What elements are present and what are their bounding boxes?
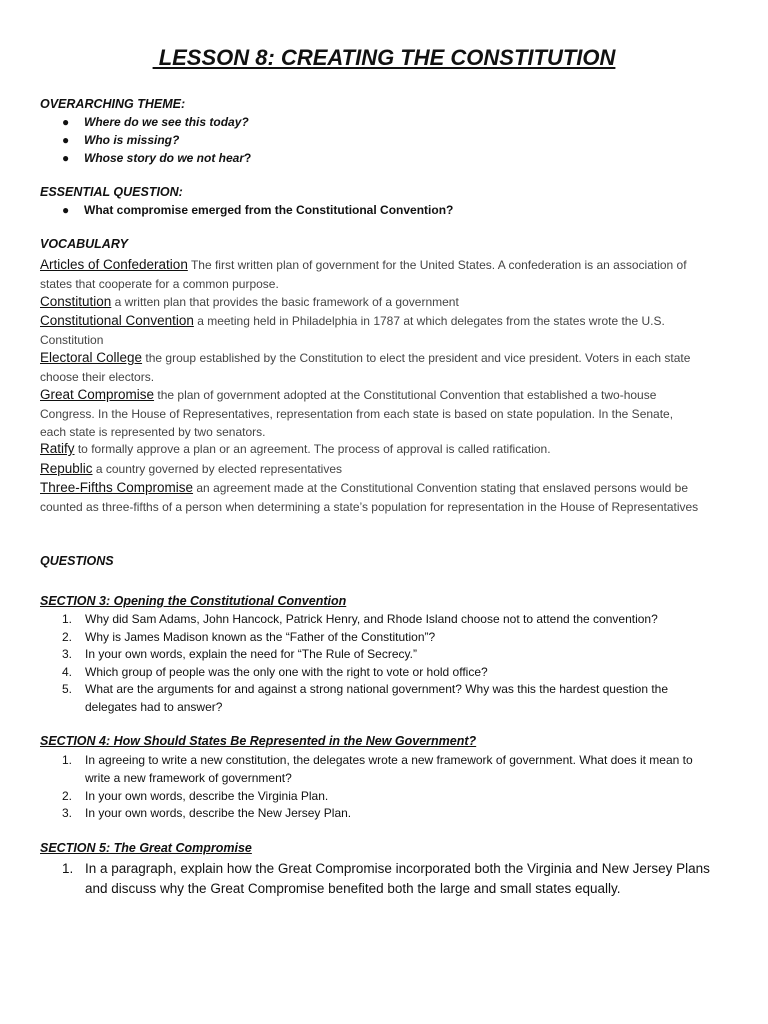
question-text: What are the arguments for and against a strong national government? Why was this the hardest question the delegates had to answer?	[85, 682, 669, 714]
vocab-entry	[40, 386, 700, 442]
question-text: In your own words, describe the New Jersey Plan.	[85, 806, 352, 820]
vocab-entry	[40, 440, 700, 459]
question-text: Why did Sam Adams, John Hancock, Patrick Henry, and Rhode Island choose not to attend the convention?	[85, 612, 658, 626]
vocab-entry	[40, 460, 700, 479]
vocab-entry	[40, 479, 700, 516]
vocab-entry	[40, 256, 700, 293]
essential-item-text: What compromise emerged from the Constitutional Convention?	[84, 203, 454, 217]
question-item	[62, 646, 712, 664]
question-number: 1.	[62, 861, 74, 876]
question-text: Why is James Madison known as the “Father of the Constitution”?	[85, 630, 436, 644]
question-text: In your own words, explain the need for “The Rule of Secrecy.”	[85, 647, 417, 661]
question-item	[62, 629, 712, 647]
essential-heading: ESSENTIAL QUESTION:	[40, 185, 183, 199]
vocab-term: Republic	[40, 461, 93, 476]
theme-heading: OVERARCHING THEME:	[40, 97, 186, 111]
question-item	[62, 752, 712, 787]
vocab-definition: the plan of government adopted at the Constitutional Convention that established a two-house Congress. In the House of Representatives, representation from each state is based on state population. In the Senate, each state is represented by two senators.	[40, 388, 674, 439]
vocab-definition: The first written plan of government for the United States. A confederation is an association of states that cooperate for a common purpose.	[40, 258, 687, 291]
vocab-term: Three-Fifths Compromise	[40, 480, 194, 495]
vocab-definition: an agreement made at the Constitutional Convention stating that enslaved persons would be counted as three-fifths of a person when determining a state’s population for representation in the House of Representatives	[40, 481, 699, 514]
theme-item-text: Where do we see this today?	[84, 115, 249, 129]
question-item	[62, 681, 712, 716]
vocab-entry	[40, 293, 700, 312]
vocab-term: Articles of Confederation	[40, 257, 188, 272]
vocab-term: Ratify	[40, 441, 75, 456]
vocab-term: Electoral College	[40, 350, 143, 365]
section-5-heading: SECTION 5: The Great Compromise	[40, 841, 252, 855]
vocabulary-heading: VOCABULARY	[40, 237, 128, 251]
vocab-definition: a meeting held in Philadelphia in 1787 at which delegates from the states wrote the U.S. Constitution	[40, 314, 665, 347]
theme-item-suffix: ?	[244, 151, 252, 165]
theme-item: ● Who is missing?	[62, 133, 180, 147]
vocab-definition: the group established by the Constitution to elect the president and vice president. Voters in each state choose their electors.	[40, 351, 691, 384]
question-item	[62, 664, 712, 682]
vocab-definition: to formally approve a plan or an agreement. The process of approval is called ratification.	[74, 442, 551, 456]
theme-item: ● Whose story do we not hear?	[62, 151, 252, 165]
question-number: 2.	[62, 789, 73, 803]
question-item	[62, 788, 712, 806]
question-text: In your own words, describe the Virginia Plan.	[85, 789, 329, 803]
question-text: In agreeing to write a new constitution, the delegates wrote a new framework of government. What does it mean to write a new framework of government?	[85, 753, 693, 785]
theme-item-text: Who is missing?	[84, 133, 180, 147]
question-item	[62, 805, 712, 823]
theme-item: ● Where do we see this today?	[62, 115, 249, 129]
question-text: In a paragraph, explain how the Great Compromise incorporated both the Virginia and New Jersey Plans and discuss why the Great Compromise benefited both the large and small states equally.	[85, 861, 710, 896]
vocab-term: Constitution	[40, 294, 112, 309]
questions-heading: QUESTIONS	[40, 554, 114, 568]
question-item	[62, 611, 712, 629]
theme-item-text: Whose story do we not hear	[84, 151, 245, 165]
vocab-term: Constitutional Convention	[40, 313, 194, 328]
vocab-term: Great Compromise	[40, 387, 155, 402]
section-3-heading: SECTION 3: Opening the Constitutional Convention	[40, 594, 347, 608]
question-number: 4.	[62, 665, 73, 679]
vocab-definition: a written plan that provides the basic framework of a government	[111, 295, 459, 309]
question-number: 3.	[62, 806, 73, 820]
section-4-heading: SECTION 4: How Should States Be Represented in the New Government?	[40, 734, 477, 748]
question-number: 5.	[62, 682, 73, 696]
question-number: 2.	[62, 630, 73, 644]
vocab-entry	[40, 349, 700, 386]
page-title: LESSON 8: CREATING THE CONSTITUTION	[152, 45, 616, 70]
question-text: Which group of people was the only one with the right to vote or hold office?	[85, 665, 488, 679]
essential-item: ● What compromise emerged from the Constitutional Convention?	[62, 203, 454, 217]
question-number: 1.	[62, 612, 73, 626]
question-item	[62, 859, 712, 898]
vocab-definition: a country governed by elected representatives	[92, 462, 343, 476]
vocab-entry	[40, 312, 700, 349]
question-number: 3.	[62, 647, 73, 661]
question-number: 1.	[62, 753, 73, 767]
